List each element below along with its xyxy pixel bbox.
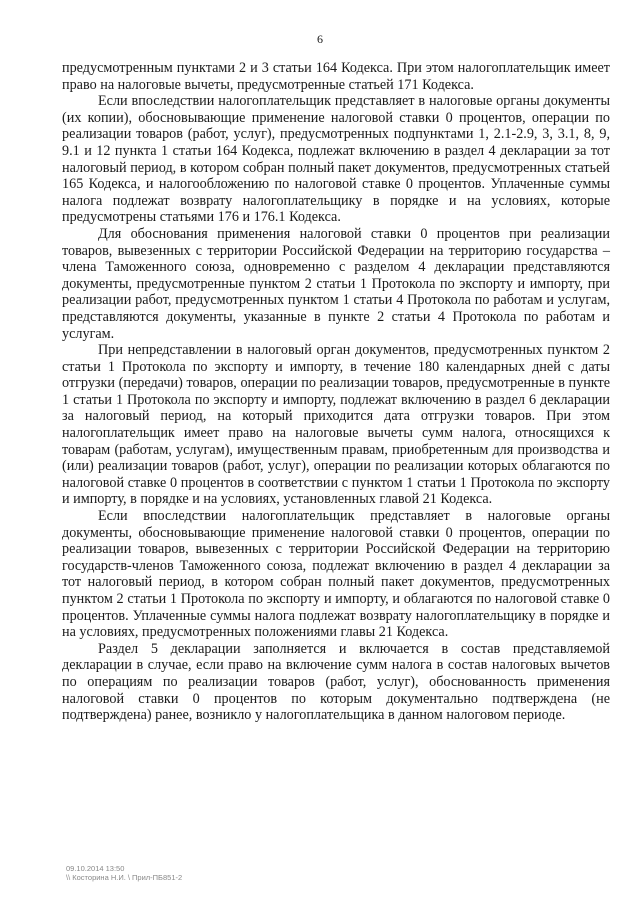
paragraph-non-submission: При непредставлении в налоговый орган документов, предусмотренных пунктом 2 статьи 1 Протокола по экспорту и импорту, в течение 180 календарных дней с даты отгрузки (передачи) товаров, операции по реализации товаров, предусмотренные в пункте 1 статьи 1 Протокола по экспорту и импорту, подлежат включению в раздел 6 декларации за налоговый период, на который приходится дата отгрузки товаров. При этом налогоплательщик имеет право на налоговые вычеты сумм налога, относящихся к товарам (работам, услугам), имущественным правам, приобретенным для производства и (или) реализации товаров (работ, услуг), операции по реализации которых облагаются по налоговой ставке 0 процентов в соответствии с пунктом 1 статьи 1 Протокола по экспорту и импорту, в порядке и на условиях, установленных главой 21 Кодекса. — [62, 342, 610, 508]
print-footer — [66, 864, 182, 882]
paragraph-zero-rate-justification: Для обоснования применения налоговой ставки 0 процентов при реализации товаров, вывезенных с территории Российской Федерации на территорию государства – члена Таможенного союза, одновременно с разделом 4 декларации представляются документы, предусмотренные пунктом 2 статьи 1 Протокола по экспорту и импорту, при реализации работ, предусмотренных пунктом 1 статьи 4 Протокола по работам и услугам, представляются документы, указанные в пункте 2 статьи 4 Протокола по работам и услугам. — [62, 225, 610, 342]
print-file-path: \\ Косторина Н.И. \ Прил-ПБ851-2 — [66, 873, 183, 882]
print-timestamp: 09.10.2014 13:50 — [66, 864, 125, 873]
paragraph-subsequent-submission: Если впоследствии налогоплательщик представляет в налоговые органы документы (их копии), обосновывающие применение налоговой ставки 0 процентов, операции по реализации товаров (работ, услуг), предусмотренных подпунктами 1, 2.1-2.9, 3, 3.1, 8, 9, 9.1 и 12 пункта 1 статьи 164 Кодекса, подлежат включению в раздел 4 декларации за тот налоговый период, в котором собран полный пакет документов, предусмотренных статьей 165 Кодекса, и налогообложению по налоговой ставке 0 процентов. Уплаченные суммы налога подлежат возврату налогоплательщику в порядке и на условиях, которые предусмотрены статьями 176 и 176.1 Кодекса. — [62, 93, 610, 226]
document-body — [62, 60, 610, 724]
paragraph-customs-union-submission: Если впоследствии налогоплательщик представляет в налоговые органы документы, обосновывающие применение налоговой ставки 0 процентов, операции по реализации товаров, вывезенных с территории Российской Федерации на территорию государств-членов Таможенного союза, подлежат включению в раздел 4 декларации за тот налоговый период, в котором собран полный пакет документов, предусмотренных пунктом 2 статьи 1 Протокола по экспорту и импорту, и облагаются по налоговой ставке 0 процентов. Уплаченные суммы налога подлежат возврату налогоплательщику в порядке и на условиях, предусмотренных положениями главы 21 Кодекса. — [62, 508, 610, 641]
paragraph-continuation: предусмотренным пунктами 2 и 3 статьи 164 Кодекса. При этом налогоплательщик имеет право на налоговые вычеты, предусмотренные статьей 171 Кодекса. — [62, 60, 610, 93]
paragraph-section-5: Раздел 5 декларации заполняется и включается в состав представляемой декларации в случае, если право на включение сумм налога в состав налоговых вычетов по операциям по реализации товаров (работ, услуг), обоснованность применения налоговой ставки 0 процентов по которым документально подтверждена (не подтверждена) ранее, возникло у налогоплательщика в данном налоговом периоде. — [62, 640, 610, 724]
page-number: 6 — [317, 32, 323, 46]
